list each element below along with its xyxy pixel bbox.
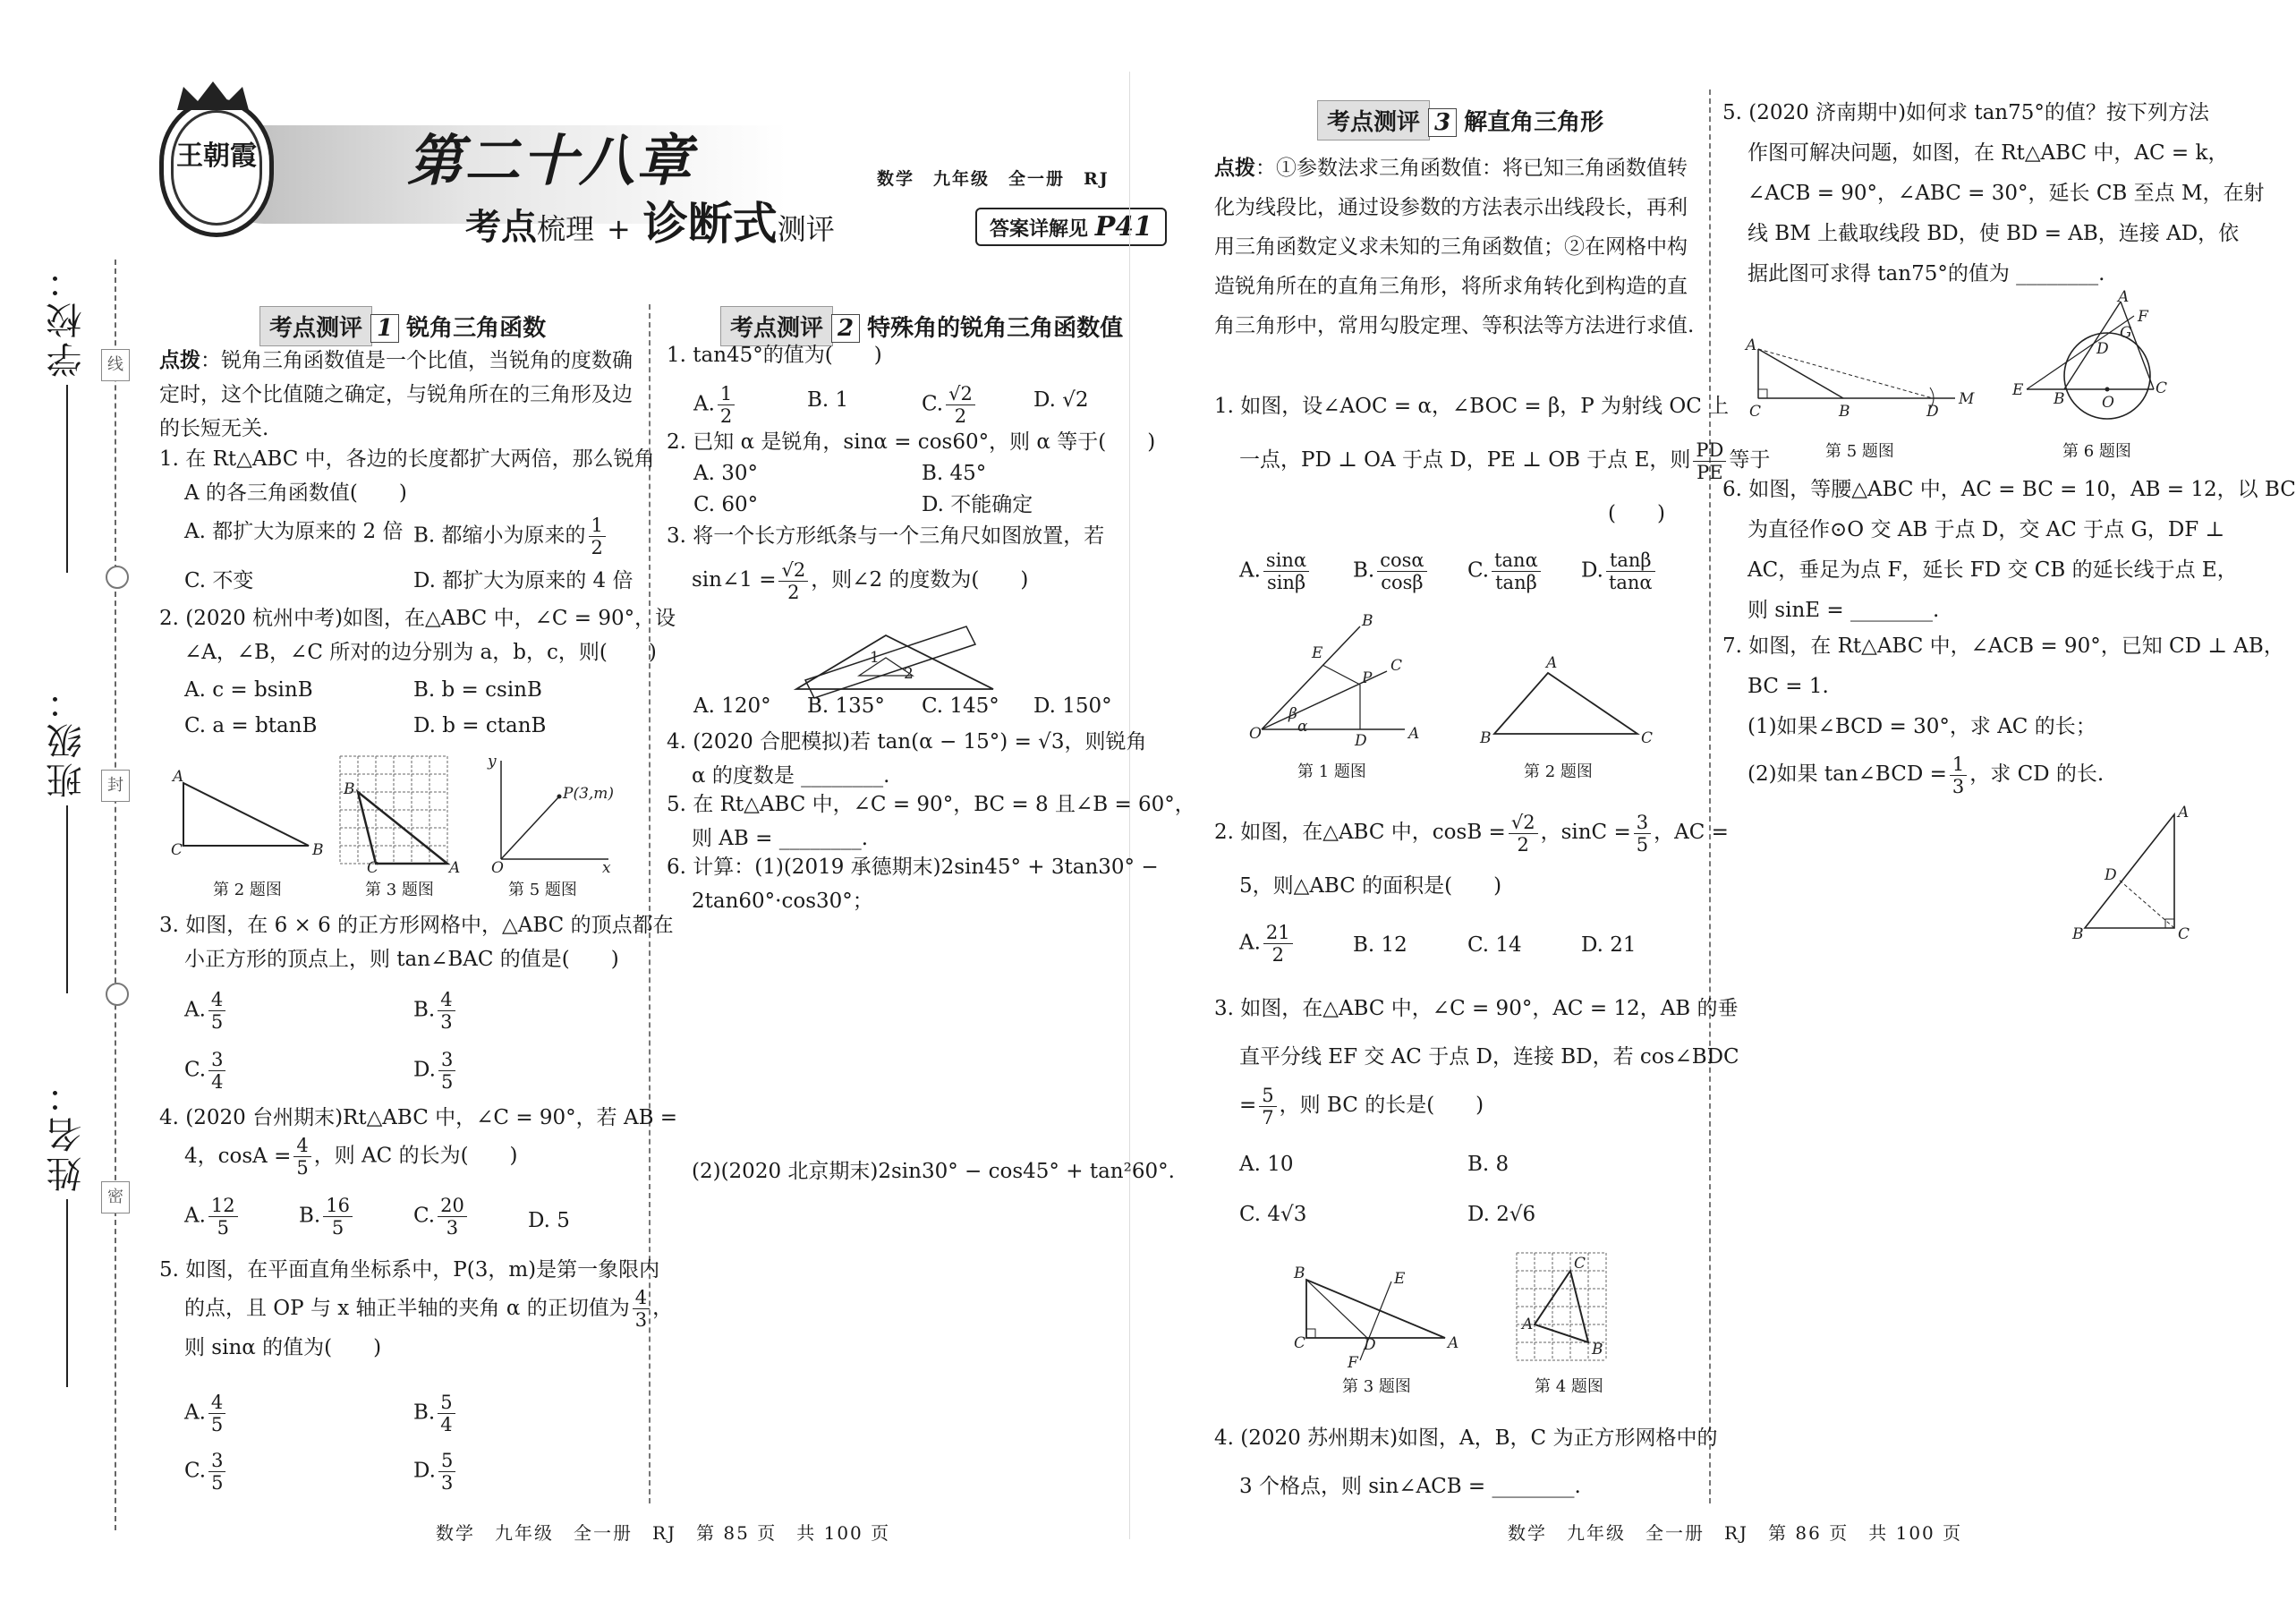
caption-s3-fig-1: 第 1 题图 — [1297, 762, 1366, 781]
s2-q2-option-c: C. 60° — [693, 493, 759, 516]
s2-figure-ruler-triangle — [787, 609, 1002, 698]
s3-q3-option-a: A. 10 — [1239, 1153, 1294, 1176]
svg-text:B: B — [1294, 1265, 1305, 1282]
chapter-title: 第二十八章 — [407, 128, 694, 193]
s1-question-4: 4. (2020 台州期末)Rt△ABC 中，∠C = 90°，若 AB = 4，cosA = $\frac{4}{5}$ ，则 AC 的长为( ) — [159, 1106, 678, 1179]
s2-q3-option-d: D. 150° — [1033, 694, 1112, 718]
s3-q2-option-b: B. 12 — [1353, 933, 1407, 957]
binding-dashed-line — [115, 260, 116, 1530]
s2-question-6-part-2: (2)(2020 北京期末)2sin30° − cos45° + tan²60°. — [692, 1160, 1175, 1183]
section-2-header: 考点测评 2 特殊角的锐角三角函数值 — [720, 306, 1123, 346]
answer-reference: 答案详解见 P41 — [975, 208, 1167, 246]
binding-hole-icon — [106, 566, 129, 589]
svg-text:O: O — [491, 859, 504, 877]
svg-text:C: C — [2156, 379, 2168, 397]
s1-q4-option-c: C. $\frac{20}{3}$ — [413, 1195, 470, 1239]
s2-q1-option-a: A. $\frac{1}{2}$ — [693, 383, 737, 427]
svg-text:β: β — [1288, 705, 1297, 723]
chapter-subtitle: 考点梳理 + 诊断式测评 — [465, 198, 835, 250]
s1-q3-option-c: C. $\frac{3}{4}$ — [184, 1049, 228, 1093]
svg-text:C: C — [1749, 403, 1762, 421]
s3-figure-1-angle — [1244, 612, 1420, 750]
svg-text:α: α — [1297, 718, 1308, 736]
s3-question-3: 3. 如图，在△ABC 中，∠C = 90°，AC = 12，AB 的垂 直平分线 EF 交 AC 于点 D，连接 BD，若 cos∠BDC = $\frac{5}{7}$ ，则 BC 的长是( ) — [1214, 997, 1739, 1128]
s2-q3-option-b: B. 135° — [807, 694, 885, 718]
s1-q5-option-a: A. $\frac{4}{5}$ — [184, 1392, 228, 1435]
svg-text:C: C — [1574, 1255, 1586, 1273]
s2-question-5: 5. 在 Rt△ABC 中，∠C = 90°，BC = 8 且∠B = 60°， 则 AB = ________. — [667, 793, 1195, 850]
s3-figure-4-grid — [1508, 1248, 1624, 1365]
figure-3-grid — [331, 747, 474, 877]
svg-text:A: A — [2178, 804, 2190, 822]
s1-q4-option-a: A. $\frac{12}{5}$ — [184, 1195, 241, 1239]
s1-q5-option-c: C. $\frac{3}{5}$ — [184, 1450, 228, 1494]
svg-text:B: B — [1362, 612, 1373, 630]
svg-text:O: O — [1249, 725, 1262, 743]
s4-figure-6-circle — [2009, 288, 2188, 425]
svg-text:D: D — [2096, 340, 2109, 358]
s2-question-1: 1. tan45°的值为( ) — [667, 344, 882, 367]
section-3-tip: 点拨：①参数法求三角函数值：将已知三角函数值转 化为线段比，通过设参数的方法表示出线段长，再利 用三角函数定义求未知的三角函数值；②在网格中构 造锐角所在的直角三角形，将所求角转化到构造的直 角三角形中，常用勾股定理、等积法等方法进行求值. — [1214, 156, 1695, 337]
brand-logo — [159, 98, 274, 237]
svg-text:x: x — [602, 859, 611, 877]
school-field: 学校： — [41, 260, 92, 573]
svg-text:E: E — [1394, 1270, 1406, 1288]
s1-q5-option-b: B. $\frac{5}{4}$ — [413, 1392, 458, 1435]
svg-text:B: B — [2054, 390, 2065, 408]
s1-q3-option-a: A. $\frac{4}{5}$ — [184, 989, 228, 1033]
s1-q3-option-d: D. $\frac{3}{5}$ — [413, 1049, 458, 1093]
svg-text:y: y — [488, 753, 497, 771]
svg-text:D: D — [1926, 403, 1939, 421]
s2-q1-option-c: C. $\frac{√2}{2}$ — [922, 383, 978, 427]
logo-text: 王朝霞 — [176, 141, 257, 172]
s3-figure-3-triangle — [1288, 1262, 1463, 1372]
svg-text:F: F — [2138, 308, 2148, 326]
s3-q1-option-a: A. $\frac{\sin\alpha}{\sin\beta}$ — [1239, 549, 1312, 593]
s2-q2-option-a: A. 30° — [693, 462, 758, 485]
s1-q2-option-c: C. a = btanB — [184, 714, 318, 737]
book-info: 数学 九年级 全一册 RJ — [877, 169, 1110, 189]
s3-question-2: 2. 如图，在△ABC 中，cosB = $\frac{√2}{2}$ ，sinC = $\frac{3}{5}$ ，AC = 5，则△ABC 的面积是( ) — [1214, 811, 1729, 898]
svg-text:A: A — [1746, 336, 1757, 354]
svg-text:C: C — [1294, 1334, 1306, 1352]
caption-fig-2: 第 2 题图 — [213, 881, 282, 899]
section-3-header: 考点测评 3 解直角三角形 — [1317, 100, 1603, 141]
s3-question-1: 1. 如图，设∠AOC = α，∠BOC = β，P 为射线 OC 上 一点，PD ⊥ OA 于点 D，PE ⊥ OB 于点 E，则 $\frac{PD}{PE}$ 等于 ( ) — [1214, 395, 1771, 525]
s1-question-1: 1. 在 Rt△ABC 中，各边的长度都扩大两倍，那么锐角 A 的各三角函数值( ) — [159, 447, 655, 505]
name-field: 姓名： — [41, 1074, 92, 1387]
svg-text:2: 2 — [904, 665, 914, 683]
svg-text:C: C — [1641, 729, 1654, 747]
svg-text:D: D — [1355, 732, 1367, 750]
svg-text:B: B — [1839, 403, 1850, 421]
s3-figure-2-triangle — [1476, 653, 1655, 752]
s3-q3-option-d: D. 2√6 — [1467, 1203, 1536, 1226]
svg-text:F: F — [1348, 1354, 1358, 1372]
s4-figure-7-triangle — [2067, 801, 2192, 944]
svg-text:C: C — [2178, 925, 2190, 943]
svg-text:B: B — [312, 841, 324, 859]
svg-text:A: A — [1546, 654, 1558, 672]
binding-mark-dense: 密 — [101, 1181, 130, 1214]
s2-q2-option-d: D. 不能确定 — [922, 493, 1033, 516]
s3-q2-option-d: D. 21 — [1581, 933, 1637, 957]
svg-text:C: C — [367, 859, 379, 877]
s1-q2-option-b: B. b = csinB — [413, 678, 542, 702]
svg-text:P: P — [1362, 669, 1373, 687]
s1-q4-option-d: D. 5 — [528, 1209, 570, 1232]
binding-mark-line: 线 — [101, 349, 130, 381]
binding-hole-icon — [106, 983, 129, 1006]
caption-s3-fig-3: 第 3 题图 — [1342, 1377, 1411, 1396]
s3-q3-option-b: B. 8 — [1467, 1153, 1509, 1176]
s2-question-2: 2. 已知 α 是锐角，sinα = cos60°，则 α 等于( ) — [667, 430, 1156, 454]
caption-fig-3: 第 3 题图 — [365, 881, 434, 899]
caption-s3-fig-4: 第 4 题图 — [1535, 1377, 1603, 1396]
s1-q1-option-d: D. 都扩大为原来的 4 倍 — [413, 569, 634, 592]
binding-mark-seal: 封 — [101, 770, 130, 802]
s3-q1-option-b: B. $\frac{\cos\alpha}{\cos\beta}$ — [1353, 549, 1430, 593]
svg-text:M: M — [1959, 390, 1975, 408]
s1-q1-option-c: C. 不变 — [184, 569, 254, 592]
svg-text:D: D — [1364, 1336, 1376, 1354]
class-field: 班级： — [41, 680, 92, 993]
caption-s4-fig-6: 第 6 题图 — [2062, 442, 2131, 461]
s1-q1-option-a: A. 都扩大为原来的 2 倍 — [184, 520, 404, 543]
s1-question-2: 2. (2020 杭州中考)如图，在△ABC 中，∠C = 90°，设 ∠A，∠B，∠C 所对的边分别为 a，b，c，则( ) — [159, 607, 676, 664]
s2-q3-option-c: C. 145° — [922, 694, 999, 718]
s1-q3-option-b: B. $\frac{4}{3}$ — [413, 989, 458, 1033]
figure-5-coordinate — [479, 752, 615, 877]
svg-text:A: A — [2118, 288, 2130, 306]
s1-q1-option-b: B. 都缩小为原来的 $\frac{1}{2}$ — [413, 515, 608, 558]
svg-text:1: 1 — [870, 649, 880, 667]
svg-text:A: A — [1522, 1316, 1534, 1333]
s1-question-5: 5. 如图，在平面直角坐标系中，P(3，m)是第一象限内 的点，且 OP 与 x 轴正半轴的夹角 α 的正切值为 $\frac{4}{3}$ ， 则 sinα 的值为( ) — [159, 1258, 674, 1359]
s1-q5-option-d: D. $\frac{5}{3}$ — [413, 1450, 458, 1494]
section-1-tip: 点拨：锐角三角函数值是一个比值，当锐角的度数确 定时，这个比值随之确定，与锐角所在的三角形及边 的长短无关. — [159, 348, 633, 440]
svg-text:A: A — [1408, 725, 1420, 743]
s4-question-5: 5. (2020 济南期中)如何求 tan75°的值？按下列方法 作图可解决问题，如图，在 Rt△ABC 中，AC = k， ∠ACB = 90°，∠ABC = 30°，延长 CB 至点 M，在射 线 BM 上截取线段 BD，使 BD = AB，连接 AD，依 据此图可求得 tan75°的值为 ________. — [1722, 101, 2265, 285]
svg-text:A: A — [1448, 1334, 1459, 1352]
s2-question-4: 4. (2020 合肥模拟)若 tan(α − 15°) = √3，则锐角 α 的度数是 ________. — [667, 730, 1147, 788]
svg-text:B: B — [1480, 729, 1492, 747]
footer-right: 数学 九年级 全一册 RJ 第 86 页 共 100 页 — [1508, 1522, 1963, 1544]
footer-left: 数学 九年级 全一册 RJ 第 85 页 共 100 页 — [436, 1522, 891, 1544]
s3-q1-option-d: D. $\frac{\tan\beta}{\tan\alpha}$ — [1581, 549, 1658, 593]
svg-text:B: B — [1592, 1341, 1603, 1358]
s3-question-4: 4. (2020 苏州期末)如图，A，B，C 为正方形网格中的 3 个格点，则 sin∠ACB = ________. — [1214, 1426, 1718, 1498]
caption-s4-fig-5: 第 5 题图 — [1825, 442, 1894, 461]
svg-text:G: G — [2120, 324, 2132, 342]
svg-text:B: B — [2072, 925, 2084, 943]
svg-text:D: D — [2105, 866, 2117, 884]
s2-q1-option-d: D. √2 — [1033, 388, 1089, 412]
svg-text:C: C — [171, 841, 183, 859]
crown-icon — [173, 80, 253, 114]
svg-text:E: E — [1312, 644, 1323, 662]
s2-q1-option-b: B. 1 — [807, 388, 849, 412]
s2-question-6: 6. 计算：(1)(2019 承德期末)2sin45° + 3tan30° − 2tan60°·cos30°； — [667, 856, 1159, 913]
section-1-header: 考点测评 1 锐角三角函数 — [259, 306, 546, 346]
s1-q2-option-d: D. b = ctanB — [413, 714, 547, 737]
s2-q3-option-a: A. 120° — [693, 694, 771, 718]
svg-text:E: E — [2012, 381, 2024, 399]
s3-q1-option-c: C. $\frac{\tan\alpha}{\tan\beta}$ — [1467, 549, 1543, 593]
svg-text:C: C — [1390, 657, 1403, 675]
s4-question-6: 6. 如图，等腰△ABC 中，AC = BC = 10，AB = 12，以 BC 为直径作⊙O 交 AB 于点 D，交 AC 于点 G，DF ⊥ AC，垂足为点 F，延长 FD 交 CB 的延长线于点 E， 则 sinE = ________. — [1722, 478, 2296, 622]
svg-text:B: B — [344, 780, 355, 798]
caption-s3-fig-2: 第 2 题图 — [1524, 762, 1593, 781]
figure-5-point-label: P(3,m) — [563, 785, 615, 803]
s1-q4-option-b: B. $\frac{16}{5}$ — [299, 1195, 355, 1239]
svg-text:A: A — [449, 859, 461, 877]
s2-question-3: 3. 将一个长方形纸条与一个三角尺如图放置，若 sin∠1 = $\frac{√2}{2}$ ，则∠2 的度数为( ) — [667, 524, 1105, 603]
s4-figure-5 — [1740, 336, 1975, 425]
binding-margin — [0, 0, 152, 1601]
s3-q3-option-c: C. 4√3 — [1239, 1203, 1307, 1226]
column-divider — [1709, 89, 1711, 1503]
caption-fig-5: 第 5 题图 — [508, 881, 577, 899]
s3-q2-option-a: A. $\frac{21}{2}$ — [1239, 922, 1296, 966]
s3-q2-option-c: C. 14 — [1467, 933, 1522, 957]
s1-question-3: 3. 如图，在 6 × 6 的正方形网格中，△ABC 的顶点都在 小正方形的顶点上，则 tan∠BAC 的值是( ) — [159, 914, 674, 971]
s2-q2-option-b: B. 45° — [922, 462, 987, 485]
s1-q2-option-a: A. c = bsinB — [184, 678, 313, 702]
s4-question-7: 7. 如图，在 Rt△ABC 中，∠ACB = 90°，已知 CD ⊥ AB， BC = 1. (1)如果∠BCD = 30°，求 AC 的长； (2)如果 tan∠BCD = $\frac{1}{3}$ ，求 CD 的长. — [1722, 634, 2284, 797]
svg-text:O: O — [2102, 394, 2114, 412]
svg-text:A: A — [173, 768, 184, 786]
figure-2-triangle — [166, 765, 327, 864]
